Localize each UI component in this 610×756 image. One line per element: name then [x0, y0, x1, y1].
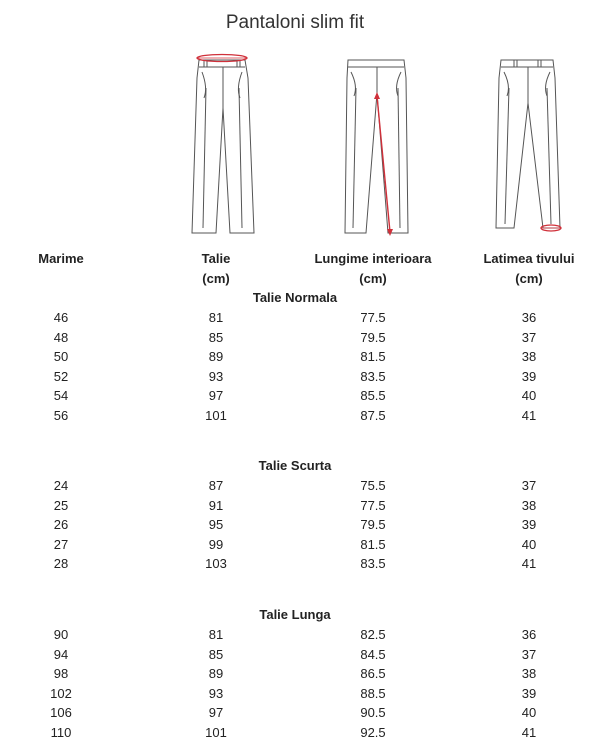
cell-inseam: 83.5: [360, 556, 386, 571]
cell-size: 48: [53, 329, 69, 345]
cell-size: 90: [53, 627, 69, 642]
cell-waist: 97: [208, 705, 224, 720]
cell-inseam: 88.5: [360, 685, 386, 701]
cell-inseam: 77.5: [360, 497, 386, 513]
cell-size: 102: [50, 685, 72, 701]
cell-size: 50: [53, 349, 69, 364]
cell-inseam: 85.5: [360, 388, 386, 403]
cell-inseam: 77.5: [360, 310, 386, 325]
header-hem: Latimea tivului (cm): [483, 251, 575, 286]
cell-inseam: 79.5: [360, 517, 386, 532]
table-row: [0, 647, 610, 666]
cell-size: 94: [53, 646, 69, 662]
pants-hem-measure-icon: [488, 48, 568, 238]
section-title-normal: Talie Normala: [252, 290, 338, 305]
cell-inseam: 87.5: [360, 407, 386, 423]
cell-waist: 99: [208, 536, 224, 552]
cell-hem: 40: [521, 536, 537, 552]
cell-size: 28: [53, 556, 69, 571]
cell-waist: 85: [208, 329, 224, 345]
cell-hem: 36: [521, 310, 537, 325]
cell-inseam: 92.5: [360, 724, 386, 740]
header-waist: Talie (cm): [201, 251, 231, 286]
cell-waist: 101: [205, 407, 227, 423]
cell-hem: 37: [521, 329, 537, 345]
cell-waist: 97: [208, 388, 224, 403]
cell-waist: 95: [208, 517, 224, 532]
table-row: [0, 478, 610, 497]
table-row: [0, 310, 610, 329]
cell-inseam: 86.5: [360, 666, 386, 681]
cell-waist: 93: [208, 368, 224, 384]
cell-waist: 101: [205, 724, 227, 740]
cell-hem: 41: [521, 724, 537, 740]
table-row: [0, 369, 610, 388]
pants-inseam-measure-icon: [336, 48, 416, 238]
cell-hem: 36: [521, 627, 537, 642]
table-row: [0, 498, 610, 517]
cell-inseam: 81.5: [360, 349, 386, 364]
cell-waist: 89: [208, 666, 224, 681]
cell-hem: 38: [521, 349, 537, 364]
table-row: [0, 627, 610, 646]
cell-size: 56: [53, 407, 69, 423]
cell-waist: 89: [208, 349, 224, 364]
cell-hem: 40: [521, 388, 537, 403]
cell-hem: 39: [521, 517, 537, 532]
table-row: [0, 666, 610, 685]
table-row: [0, 349, 610, 368]
cell-hem: 39: [521, 685, 537, 701]
cell-hem: 37: [521, 478, 537, 493]
table-row: [0, 408, 610, 427]
header-size: Marime: [38, 251, 84, 266]
cell-hem: 38: [521, 666, 537, 681]
cell-waist: 103: [205, 556, 227, 571]
cell-waist: 85: [208, 646, 224, 662]
cell-hem: 41: [521, 407, 537, 423]
section-title-short: Talie Scurta: [258, 458, 332, 473]
cell-inseam: 82.5: [360, 627, 386, 642]
cell-inseam: 83.5: [360, 368, 386, 384]
table-row: [0, 725, 610, 744]
cell-inseam: 79.5: [360, 329, 386, 345]
pants-waist-measure-icon: [182, 48, 262, 238]
cell-size: 110: [50, 724, 72, 740]
cell-size: 54: [53, 388, 69, 403]
cell-waist: 93: [208, 685, 224, 701]
cell-size: 98: [53, 666, 69, 681]
cell-inseam: 81.5: [360, 536, 386, 552]
cell-waist: 87: [208, 478, 224, 493]
table-row: [0, 388, 610, 407]
header-inseam: Lungime interioara (cm): [314, 251, 432, 286]
table-row: [0, 686, 610, 705]
cell-size: 27: [53, 536, 69, 552]
table-row: [0, 517, 610, 536]
cell-hem: 39: [521, 368, 537, 384]
cell-hem: 37: [521, 646, 537, 662]
cell-hem: 41: [521, 556, 537, 571]
cell-size: 46: [53, 310, 69, 325]
cell-size: 26: [53, 517, 69, 532]
cell-size: 24: [53, 478, 69, 493]
section-title-long: Talie Lunga: [259, 607, 331, 622]
cell-inseam: 84.5: [360, 646, 386, 662]
page-title: Pantaloni slim fit: [225, 12, 365, 33]
cell-waist: 81: [208, 310, 224, 325]
cell-waist: 81: [208, 627, 224, 642]
table-row: [0, 537, 610, 556]
cell-size: 25: [53, 497, 69, 513]
table-row: [0, 705, 610, 724]
cell-inseam: 75.5: [360, 478, 386, 493]
table-row: [0, 330, 610, 349]
cell-inseam: 90.5: [360, 705, 386, 720]
cell-size: 106: [50, 705, 72, 720]
cell-hem: 40: [521, 705, 537, 720]
cell-waist: 91: [208, 497, 224, 513]
table-row: [0, 556, 610, 575]
cell-size: 52: [53, 368, 69, 384]
cell-hem: 38: [521, 497, 537, 513]
